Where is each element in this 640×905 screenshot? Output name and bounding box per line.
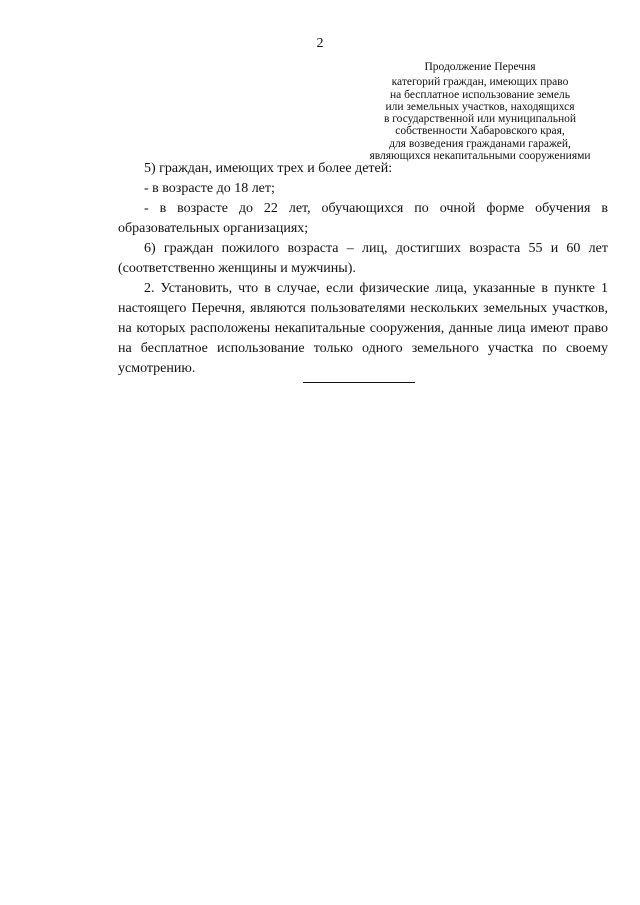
header-line: или земельных участков, находящихся bbox=[385, 100, 575, 113]
header-line: собственности Хабаровского края, bbox=[395, 125, 565, 138]
document-header bbox=[358, 61, 602, 162]
list-item-6: 6) граждан пожилого возраста – лиц, достигших возраста 55 и 60 лет (соответственно женщины и мужчины). bbox=[118, 241, 608, 276]
list-item-5: 5) граждан, имеющих трех и более детей: bbox=[144, 161, 393, 176]
list-subitem-under-18: - в возрасте до 18 лет; bbox=[144, 181, 275, 196]
header-line: для возведения гражданами гаражей, bbox=[389, 137, 571, 150]
header-line: являющихся некапитальными сооружениями bbox=[369, 150, 591, 163]
header-title: Продолжение Перечня bbox=[424, 61, 536, 73]
header-line: на бесплатное использование земель bbox=[390, 88, 570, 101]
header-line: категорий граждан, имеющих право bbox=[391, 76, 569, 89]
paragraph-point-2: 2. Установить, что в случае, если физические лица, указанные в пункте 1 настоящего Перечня, являются пользователями нескольких земельных участков, на которых расположены некапитальные сооружения, данные лица имеют право на бесплатное использование только одного земельного участка по своему усмотрению. bbox=[118, 281, 608, 376]
page-number: 2 bbox=[316, 36, 324, 51]
header-line: в государственной или муниципальной bbox=[383, 113, 577, 126]
list-subitem-under-22: - в возрасте до 22 лет, обучающихся по очной форме обучения в образовательных организациях; bbox=[118, 201, 608, 236]
end-separator-line bbox=[303, 382, 415, 383]
document-body bbox=[118, 159, 608, 379]
